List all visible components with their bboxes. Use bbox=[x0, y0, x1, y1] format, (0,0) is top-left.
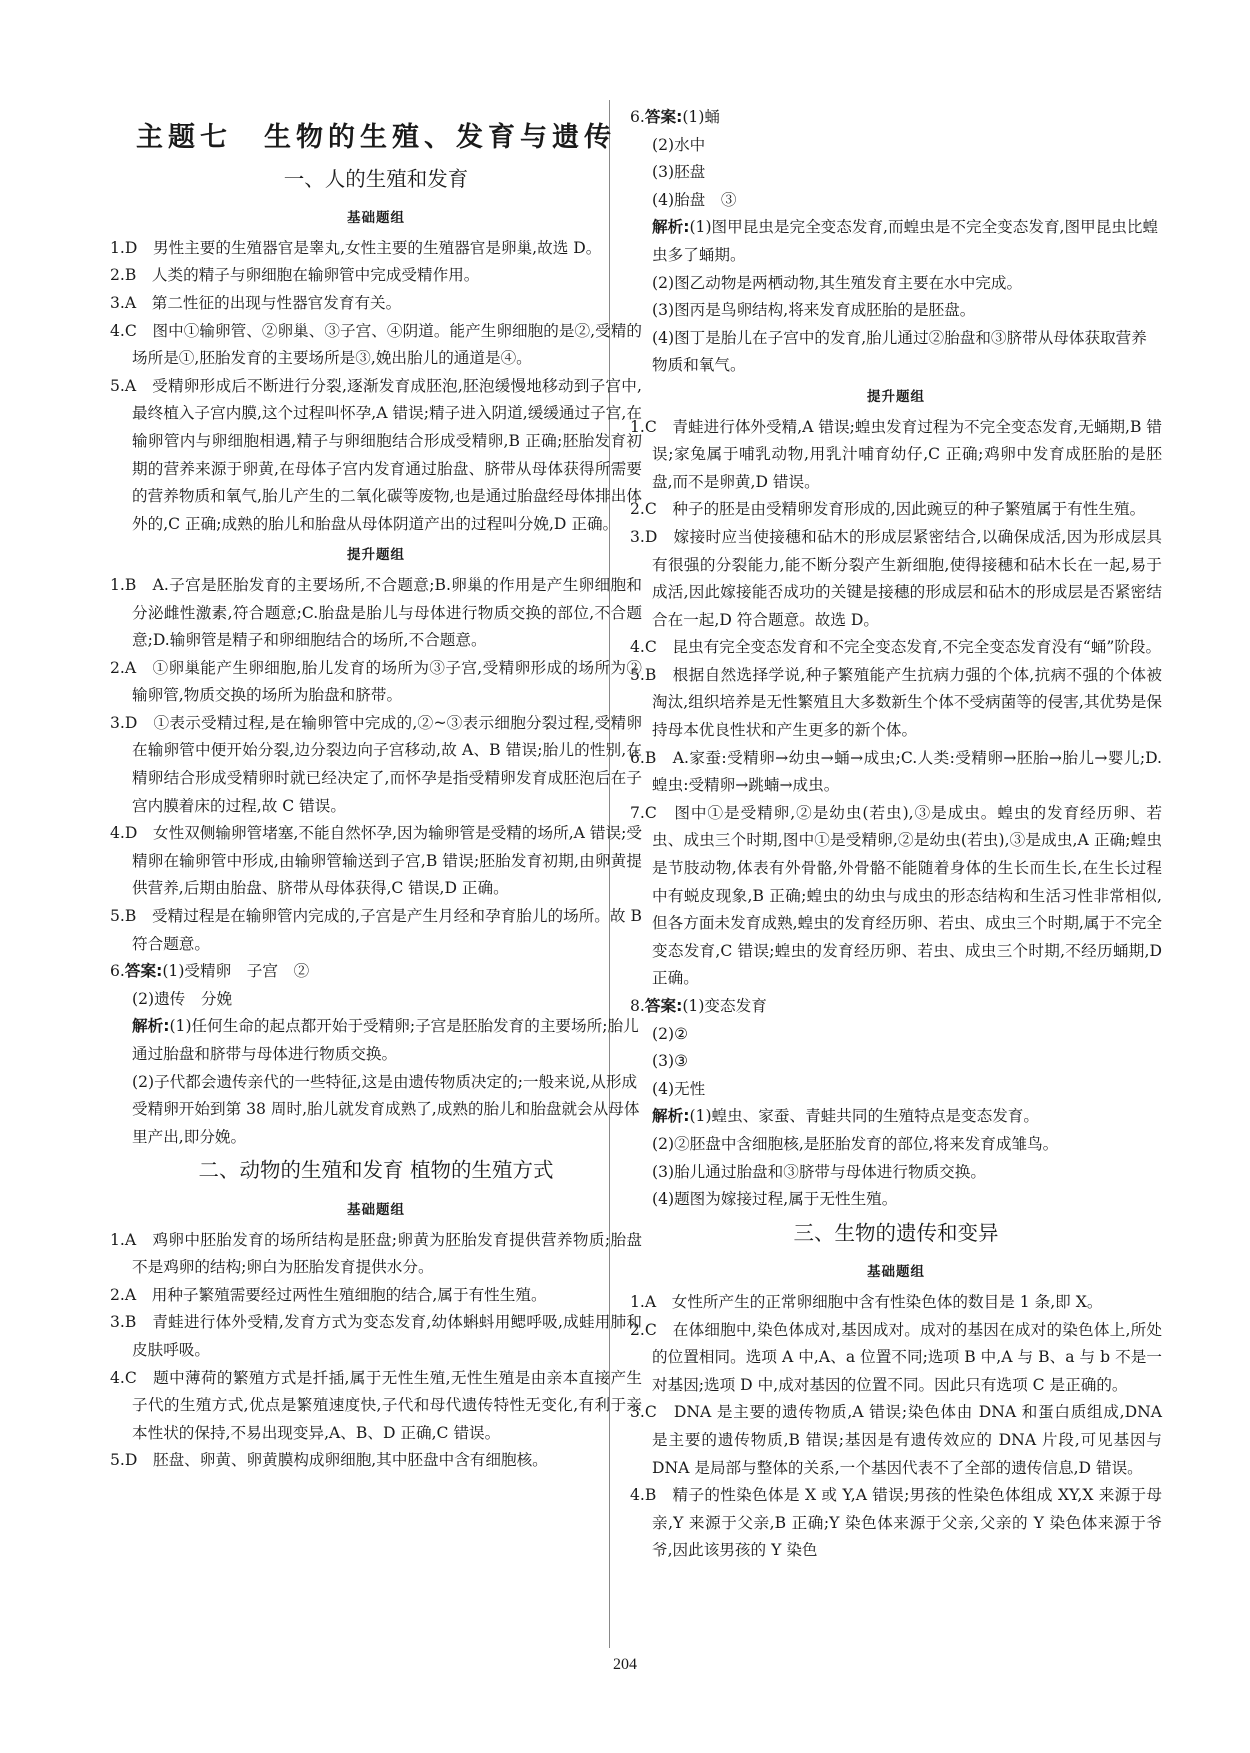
left-column bbox=[110, 100, 642, 1475]
list-item: 3.C DNA 是主要的遗传物质,A 错误;染色体由 DNA 和蛋白质组成,DNA 是主要的遗传物质,B 错误;基因是有遗传效应的 DNA 片段,可见基因与 DNA 是局部与整体的关系,一个基因代表不了全部的遗传信息,D 错误。 bbox=[630, 1403, 1162, 1477]
list-item: 3.B 青蛙进行体外受精,发育方式为变态发育,幼体蝌蚪用鳃呼吸,成蛙用肺和皮肤呼吸。 bbox=[110, 1313, 642, 1359]
group-title-basic: 基础题组 bbox=[867, 1264, 925, 1281]
list-item: 2.C 在体细胞中,染色体成对,基因成对。成对的基因在成对的染色体上,所处的位置相同。选项 A 中,A、a 位置不同;选项 B 中,A 与 B、a 与 b 不是一对基因;选项 D 中,成对基因的位置不同。因此只有选项 C 是正确的。 bbox=[630, 1320, 1162, 1394]
answer-text: (1)蛹 bbox=[682, 108, 721, 126]
list-item: 4.D 女性双侧输卵管堵塞,不能自然怀孕,因为输卵管是受精的场所,A 错误;受精卵在输卵管中形成,由输卵管输送到子宫,B 错误;胚胎发育初期,由卵黄提供营养,后期由胎盘、脐带从母体获得,C 错误,D 正确。 bbox=[110, 824, 642, 898]
answer-line bbox=[630, 104, 1162, 132]
analysis-text: (2)图乙动物是两栖动物,其生殖发育主要在水中完成。 bbox=[652, 273, 1023, 292]
analysis-text: (4)题图为嫁接过程,属于无性生殖。 bbox=[652, 1190, 898, 1209]
list-item: 3.D ①表示受精过程,是在输卵管中完成的,②~③表示细胞分裂过程,受精卵在输卵管中便开始分裂,边分裂边向子宫移动,故 A、B 错误;胎儿的性别,在精卵结合形成受精卵时就已经决定了,而怀孕是指受精卵发育成胚泡后在子宫内膜着床的过程,故 C 错误。 bbox=[110, 713, 642, 815]
question-number: 6. bbox=[110, 962, 125, 981]
list-item: 2.C 种子的胚是由受精卵发育形成的,因此豌豆的种子繁殖属于有性生殖。 bbox=[630, 500, 1146, 519]
list-item: 1.A 女性所产生的正常卵细胞中含有性染色体的数目是 1 条,即 X。 bbox=[630, 1292, 1103, 1311]
page-number: 204 bbox=[613, 1656, 637, 1673]
analysis-text: (1)图甲昆虫是完全变态发育,而蝗虫是不完全变态发育,图甲昆虫比蝗虫多了蛹期。 bbox=[652, 218, 1159, 264]
section-title-human-reproduction: 一、人的生殖和发育 bbox=[283, 166, 469, 191]
analysis-text: (3)胎儿通过胎盘和③脐带与母体进行物质交换。 bbox=[652, 1162, 986, 1181]
answer-text: (3)胚盘 bbox=[652, 163, 706, 182]
analysis-text: (1)任何生命的起点都开始于受精卵;子宫是胚胎发育的主要场所;胎儿通过胎盘和脐带与母体进行物质交换。 bbox=[132, 1017, 639, 1063]
answer-text: (3)③ bbox=[652, 1052, 689, 1071]
answer-line bbox=[110, 958, 642, 986]
analysis-label: 解析: bbox=[652, 1107, 690, 1126]
answer-text: (1)受精卵 子宫 ② bbox=[162, 962, 310, 981]
group-title-basic: 基础题组 bbox=[347, 210, 405, 227]
answer-text: (2)遗传 分娩 bbox=[132, 989, 233, 1008]
answer-text: (2)水中 bbox=[652, 135, 706, 154]
list-item: 7.C 图中①是受精卵,②是幼虫(若虫),③是成虫。蝗虫的发育经历卵、若虫、成虫三个时期,图中①是受精卵,②是幼虫(若虫),③是成虫,A 正确;蝗虫是节肢动物,体表有外骨骼,外骨骼不能随着身体的生长而生长,在生长过程中有蜕皮现象,B 正确;蝗虫的幼虫与成虫的形态结构和生活习性非常相似,但各方面未发育成熟,蝗虫的发育经历卵、若虫、成虫三个时期,属于不完全变态发育,C 错误;蝗虫的发育经历卵、若虫、成虫三个时期,不经历蛹期,D 正确。 bbox=[630, 803, 1162, 988]
list-item: 4.C 图中①输卵管、②卵巢、③子宫、④阴道。能产生卵细胞的是②,受精的场所是①,胚胎发育的主要场所是③,娩出胎儿的通道是④。 bbox=[110, 321, 642, 368]
analysis-text: (3)图丙是鸟卵结构,将来发育成胚胎的是胚盘。 bbox=[652, 301, 976, 320]
list-item: 1.C 青蛙进行体外受精,A 错误;蝗虫发育过程为不完全变态发育,无蛹期,B 错误;家兔属于哺乳动物,用乳汁哺育幼仔,C 正确;鸡卵中发育成胚胎的是胚盘,而不是卵黄,D 错误。 bbox=[630, 417, 1162, 491]
analysis-text: (2)②胚盘中含细胞核,是胚胎发育的部位,将来发育成雏鸟。 bbox=[652, 1134, 1059, 1153]
analysis-line bbox=[630, 1103, 1162, 1131]
answer-text: (4)胎盘 ③ bbox=[652, 190, 737, 209]
analysis-text: (1)蝗虫、家蚕、青蛙共同的生殖特点是变态发育。 bbox=[689, 1107, 1039, 1126]
list-item: 2.A ①卵巢能产生卵细胞,胎儿发育的场所为③子宫,受精卵形成的场所为②输卵管,物质交换的场所为胎盘和脐带。 bbox=[110, 658, 642, 705]
list-item: 5.B 受精过程是在输卵管内完成的,子宫是产生月经和孕育胎儿的场所。故 B 符合题意。 bbox=[110, 907, 642, 953]
group-title-advanced: 提升题组 bbox=[867, 388, 925, 405]
group-title-advanced: 提升题组 bbox=[347, 547, 405, 564]
section-title-heredity-variation: 三、生物的遗传和变异 bbox=[793, 1220, 999, 1245]
list-item: 6.B A.家蚕:受精卵→幼虫→蛹→成虫;C.人类:受精卵→胚胎→胎儿→婴儿;D.蝗虫:受精卵→跳蝻→成虫。 bbox=[630, 748, 1162, 795]
list-item: 3.A 第二性征的出现与性器官发育有关。 bbox=[110, 293, 402, 312]
analysis-label: 解析: bbox=[652, 218, 690, 237]
answer-text: (4)无性 bbox=[652, 1079, 706, 1098]
list-item: 5.B 根据自然选择学说,种子繁殖能产生抗病力强的个体,抗病不强的个体被淘汰,组织培养是无性繁殖且大多数新生个体不受病菌等的侵害,其优势是保持母本优良性状和产生更多的新个体。 bbox=[630, 665, 1162, 740]
list-item: 4.B 精子的性染色体是 X 或 Y,A 错误;男孩的性染色体组成 XY,X 来源于母亲,Y 来源于父亲,B 正确;Y 染色体来源于父亲,父亲的 Y 染色体来源于爷爷,因此该男孩的 Y 染色 bbox=[630, 1486, 1162, 1560]
main-title: 主题七 生物的生殖、发育与遗传 bbox=[136, 122, 616, 153]
question-number: 6. bbox=[630, 108, 645, 126]
answer-text: (1)变态发育 bbox=[682, 997, 767, 1015]
right-column bbox=[630, 104, 1162, 1565]
list-item: 1.D 男性主要的生殖器官是睾丸,女性主要的生殖器官是卵巢,故选 D。 bbox=[110, 238, 602, 257]
list-item: 1.A 鸡卵中胚胎发育的场所结构是胚盘;卵黄为胚胎发育提供营养物质;胎盘不是鸡卵的结构;卵白为胚胎发育提供水分。 bbox=[110, 1230, 642, 1277]
group-title-basic: 基础题组 bbox=[347, 1201, 405, 1218]
list-item: 4.C 昆虫有完全变态发育和不完全变态发育,不完全变态发育没有“蛹”阶段。 bbox=[630, 638, 1162, 657]
answer-label: 答案: bbox=[124, 962, 163, 981]
analysis-line bbox=[630, 214, 1162, 269]
list-item: 5.A 受精卵形成后不断进行分裂,逐渐发育成胚泡,胚泡缓慢地移动到子宫中,最终植入子宫内膜,这个过程叫怀孕,A 错误;精子进入阴道,缓缓通过子宫,在输卵管内与卵细胞相遇,精子与卵细胞结合形成受精卵,B 正确;胚胎发育初期的营养来源于卵黄,在母体子宫内发育通过胎盘、脐带从母体获得所需要的营养物质和氧气,胎儿产生的二氧化碳等废物,也是通过胎盘经母体排出体外的,C 正确;成熟的胎儿和胎盘从母体阴道产出的过程叫分娩,D 正确。 bbox=[110, 376, 642, 533]
analysis-line bbox=[110, 1013, 642, 1068]
section-title-animal-plant-reproduction: 二、动物的生殖和发育 植物的生殖方式 bbox=[198, 1158, 554, 1183]
answer-label: 答案: bbox=[644, 997, 683, 1015]
list-item: 4.C 题中薄荷的繁殖方式是扦插,属于无性生殖,无性生殖是由亲本直接产生子代的生殖方式,优点是繁殖速度快,子代和母代遗传特性无变化,有利于亲本性状的保持,不易出现变异,A、B、D 正确,C 错误。 bbox=[110, 1368, 642, 1442]
answer-line bbox=[630, 993, 1162, 1021]
answer-label: 答案: bbox=[644, 108, 683, 126]
analysis-label: 解析: bbox=[132, 1017, 170, 1036]
list-item: 2.A 用种子繁殖需要经过两性生殖细胞的结合,属于有性生殖。 bbox=[110, 1285, 547, 1304]
analysis-text: (2)子代都会遗传亲代的一些特征,这是由遗传物质决定的;一般来说,从形成受精卵开始到第 38 周时,胎儿就发育成熟了,成熟的胎儿和胎盘就会从母体里产出,即分娩。 bbox=[132, 1072, 640, 1146]
analysis-text: (4)图丁是胎儿在子宫中的发育,胎儿通过②胎盘和③脐带从母体获取营养物质和氧气。 bbox=[652, 328, 1147, 375]
answer-text: (2)② bbox=[652, 1024, 689, 1043]
question-number: 8. bbox=[630, 997, 645, 1015]
list-item: 1.B A.子宫是胚胎发育的主要场所,不合题意;B.卵巢的作用是产生卵细胞和分泌雌性激素,符合题意;C.胎盘是胎儿与母体进行物质交换的部位,不合题意;D.输卵管是精子和卵细胞结合的场所,不合题意。 bbox=[110, 575, 642, 650]
list-item: 3.D 嫁接时应当使接穗和砧木的形成层紧密结合,以确保成活,因为形成层具有很强的分裂能力,能不断分裂产生新细胞,使得接穗和砧木长在一起,易于成活,因此嫁接能否成功的关键是接穗的形成层和砧木的形成层是否紧密结合在一起,D 符合题意。故选 D。 bbox=[630, 527, 1162, 629]
list-item: 5.D 胚盘、卵黄、卵黄膜构成卵细胞,其中胚盘中含有细胞核。 bbox=[110, 1451, 548, 1470]
list-item: 2.B 人类的精子与卵细胞在输卵管中完成受精作用。 bbox=[110, 266, 480, 285]
